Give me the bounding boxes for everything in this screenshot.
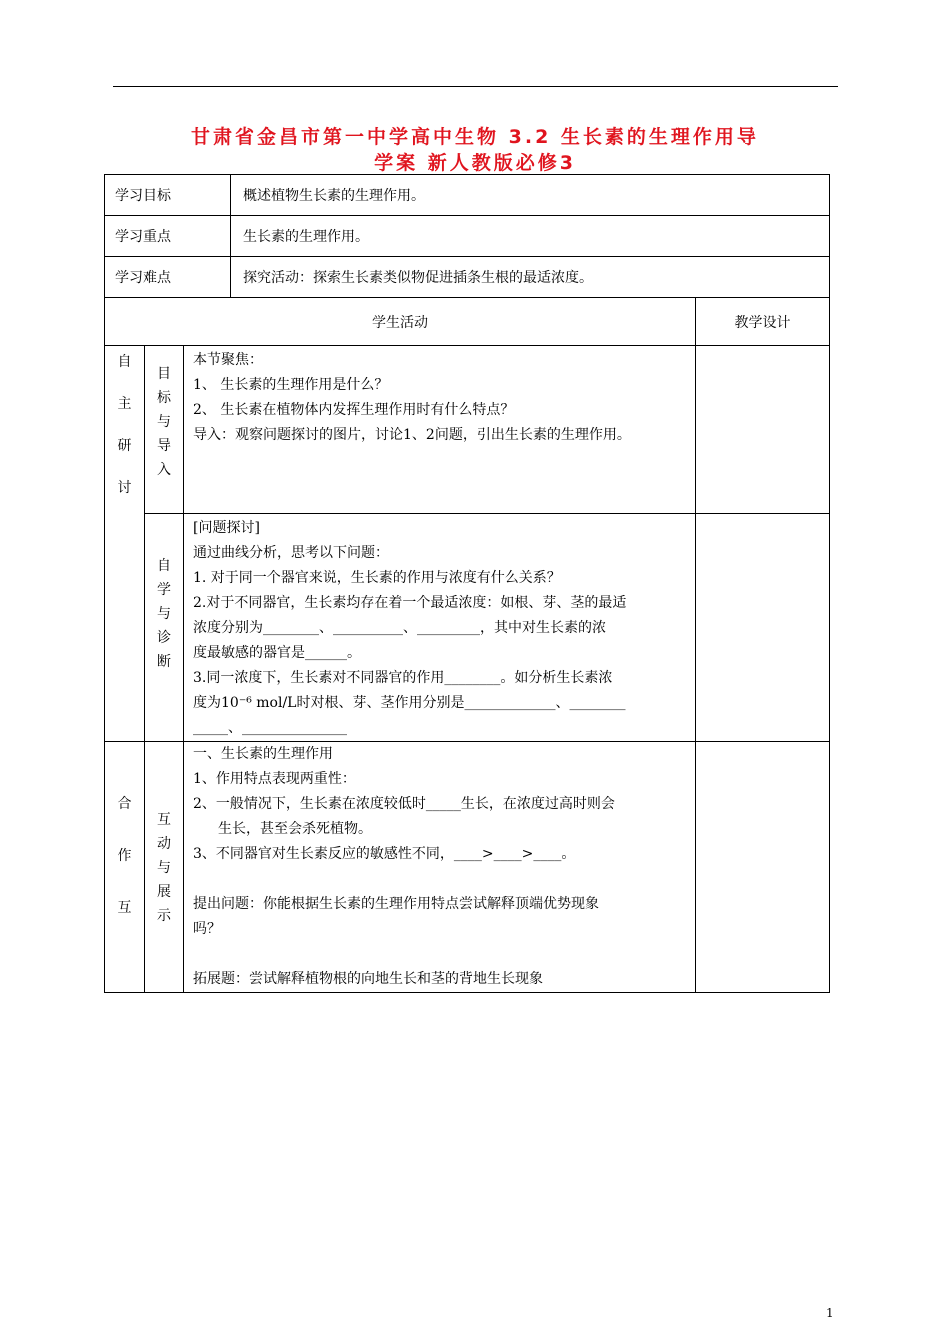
goal-content: 概述植物生长素的生理作用。 (231, 175, 830, 216)
document-title (104, 124, 846, 176)
goal-intro-label: 目 标 与 导 入 (145, 346, 184, 514)
difficulty-row (105, 257, 830, 298)
self-study-label: 自 学 与 诊 断 (145, 514, 184, 742)
problem-3-line-1: 3.同一浓度下，生长素对不同器官的作用________。如分析生长素浓 (193, 670, 613, 686)
item-2-line-1: 2、一般情况下，生长素在浓度较低时_____生长，在浓度过高时则会 (193, 796, 615, 812)
title-line-2: 学案 新人教版必修3 (374, 152, 576, 174)
section1-row2 (105, 514, 830, 742)
item-2-line-2: 生长，甚至会杀死植物。 (218, 821, 372, 837)
column-header-row (105, 298, 830, 346)
interaction-label: 互 动 与 展 示 (145, 742, 184, 993)
focus-content: 生长素的生理作用。 (231, 216, 830, 257)
spacer-2 (193, 942, 687, 967)
goal-intro-content (184, 346, 696, 514)
spacer-1 (193, 867, 687, 892)
question-1: 1、 生长素的生理作用是什么？ (193, 377, 389, 393)
design-cell-1 (696, 346, 830, 514)
intro-text: 导入：观察问题探讨的图片，讨论1、2问题，引出生长素的生理作用。 (193, 427, 631, 443)
difficulty-content: 探究活动：探索生长素类似物促进插条生根的最适浓度。 (231, 257, 830, 298)
student-activity-header: 学生活动 (105, 298, 696, 346)
lesson-plan-table (104, 174, 830, 993)
item-1: 1、作用特点表现两重性： (193, 771, 356, 787)
section2-label: 合 作 互 (105, 742, 145, 993)
header-rule (113, 86, 838, 87)
design-cell-2 (696, 514, 830, 742)
section1-row1 (105, 346, 830, 514)
item-3: 3、不同器官对生长素反应的敏感性不同，____>____>____。 (193, 846, 576, 862)
focus-row (105, 216, 830, 257)
self-study-content (184, 514, 696, 742)
problem-2-line-3: 度最敏感的器官是______。 (193, 645, 361, 661)
page-number: 1 (826, 1306, 834, 1320)
question-2: 2、 生长素在植物体内发挥生理作用时有什么特点？ (193, 402, 515, 418)
title-line-1: 甘肃省金昌市第一中学高中生物 3.2 生长素的生理作用导 (191, 126, 759, 148)
problem-1: 1. 对于同一个器官来说，生长素的作用与浓度有什么关系？ (193, 570, 561, 586)
difficulty-label: 学习难点 (105, 257, 231, 298)
interaction-content (184, 742, 696, 993)
teaching-design-header: 教学设计 (696, 298, 830, 346)
extension-question: 拓展题：尝试解释植物根的向地生长和茎的背地生长现象 (193, 971, 543, 987)
focus-label: 学习重点 (105, 216, 231, 257)
problem-intro: 通过曲线分析，思考以下问题： (193, 545, 389, 561)
section1-label: 自 主 研 讨 (105, 346, 145, 742)
section2-row (105, 742, 830, 993)
section-heading: 一、生长素的生理作用 (193, 746, 333, 762)
problem-heading: [问题探讨] (193, 520, 260, 536)
question-line-2: 吗？ (193, 921, 221, 937)
problem-2-line-1: 2.对于不同器官，生长素均存在着一个最适浓度：如根、芽、茎的最适 (193, 595, 627, 611)
goal-row (105, 175, 830, 216)
problem-2-line-2: 浓度分别为________、__________、_________，其中对生长素的浓 (193, 620, 606, 636)
question-line-1: 提出问题：你能根据生长素的生理作用特点尝试解释顶端优势现象 (193, 896, 599, 912)
problem-3-line-3: _____、_______________ (193, 720, 347, 736)
problem-3-line-2: 度为10⁻⁶ mol/L时对根、芽、茎作用分别是_____________、________ (193, 695, 626, 711)
focus-heading: 本节聚焦： (193, 352, 263, 368)
design-cell-3 (696, 742, 830, 993)
goal-label: 学习目标 (105, 175, 231, 216)
